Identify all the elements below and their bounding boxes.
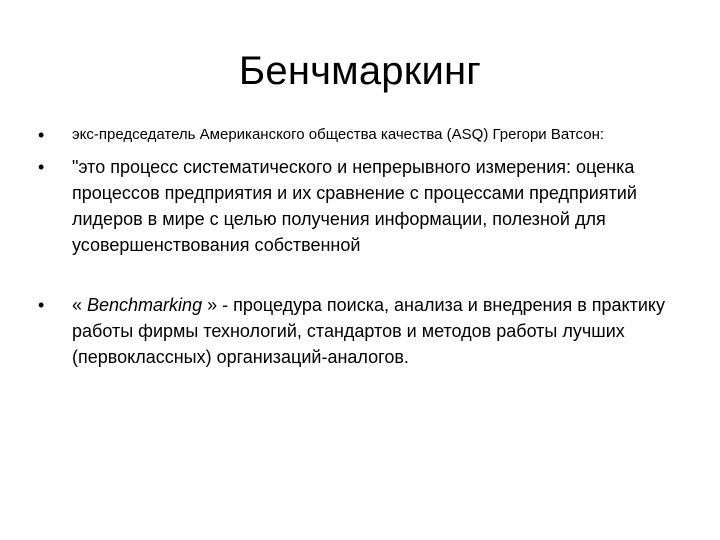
- open-quote: «: [72, 295, 88, 315]
- bullet-dot-icon: •: [38, 125, 45, 145]
- bullet-dot-icon: •: [38, 157, 45, 177]
- close-quote: »: [202, 295, 218, 315]
- bullet-list: [36, 118, 686, 370]
- slide-title: Бенчмаркинг: [238, 49, 482, 93]
- bullet-dot-icon: •: [38, 295, 45, 315]
- benchmarking-term: Benchmarking: [87, 295, 203, 315]
- bullet-item-watson: [36, 124, 686, 146]
- bullet-item-definition: [36, 154, 686, 258]
- bullet-item-benchmarking: [36, 292, 686, 370]
- bullet-text: "это процесс систематического и непрерывного измерения: оценка процессов предприятия и их сравнение с процессами предприятий лидеров в мире с целью получения информации, полезной для усовершенствования собственной: [72, 157, 637, 255]
- bullet-text: экс-председатель Американского общества качества (ASQ) Грегори Ватсон:: [72, 126, 605, 143]
- bullet-text: - процедура поиска, анализа и внедрения в практику работы фирмы технологий, стандартов и методов работы лучших (первоклассных) организаций-аналогов.: [72, 295, 666, 367]
